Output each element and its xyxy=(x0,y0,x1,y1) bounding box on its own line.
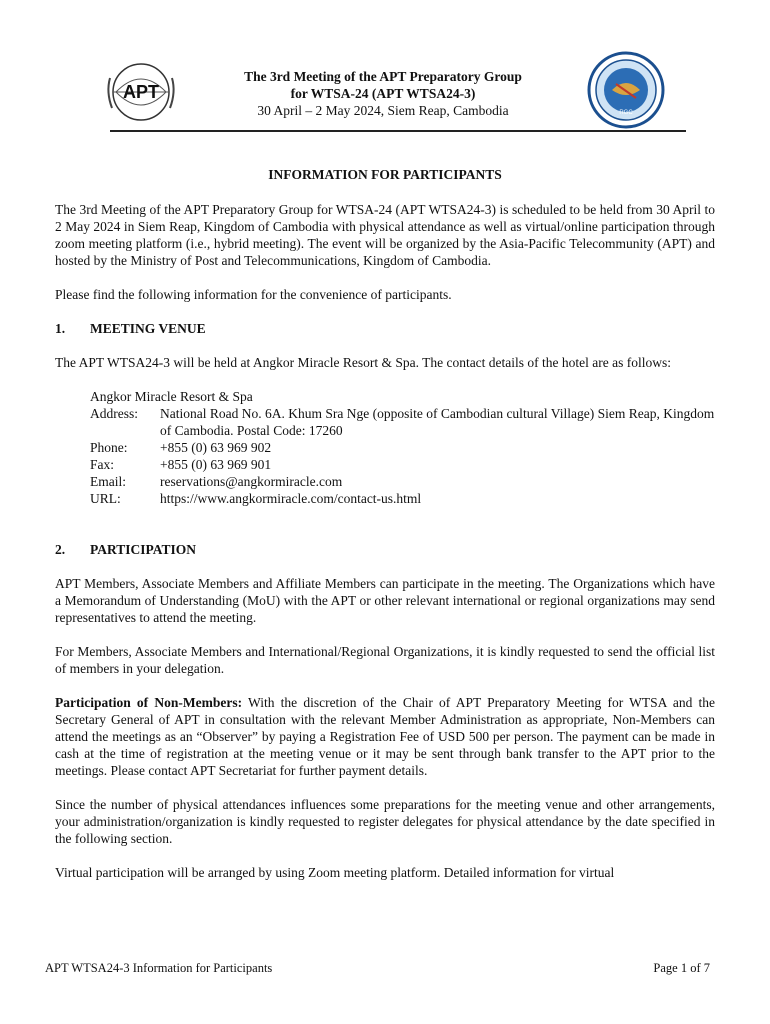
address-row xyxy=(90,405,715,439)
url-row xyxy=(90,490,715,507)
intro-paragraph-2: Please find the following information for the convenience of participants. xyxy=(55,287,452,302)
venue-contact-block xyxy=(90,388,715,507)
fax-row xyxy=(90,456,715,473)
hotel-name: Angkor Miracle Resort & Spa xyxy=(90,389,253,404)
document-body xyxy=(55,166,715,898)
document-title: INFORMATION FOR PARTICIPANTS xyxy=(268,167,502,182)
url-link[interactable]: https://www.angkormiracle.com/contact-us.html xyxy=(160,491,422,506)
section-heading-participation xyxy=(55,541,715,558)
fax-label: Fax: xyxy=(90,457,115,472)
fax-value: +855 (0) 63 969 901 xyxy=(160,457,272,472)
meeting-title-block xyxy=(190,68,576,119)
address-label: Address: xyxy=(90,406,138,421)
email-label: Email: xyxy=(90,474,126,489)
non-members-paragraph xyxy=(55,694,715,779)
header-divider xyxy=(110,130,686,132)
section-number: 1. xyxy=(55,321,66,336)
page-footer xyxy=(45,961,710,976)
section-title: PARTICIPATION xyxy=(90,542,197,557)
phone-label: Phone: xyxy=(90,440,128,455)
url-label: URL: xyxy=(90,491,121,506)
section-heading-venue xyxy=(55,320,715,337)
participation-paragraph-1: APT Members, Associate Members and Affiliate Members can participate in the meeting. The Organizations which have a Memorandum of Understanding (MoU) with the APT or other relevant international or regional organizations may send representatives to attend the meeting. xyxy=(55,576,715,625)
email-link[interactable]: reservations@angkormiracle.com xyxy=(160,474,343,489)
email-row xyxy=(90,473,715,490)
meeting-date-place: 30 April – 2 May 2024, Siem Reap, Cambodia xyxy=(257,103,509,118)
intro-paragraph: The 3rd Meeting of the APT Preparatory Group for WTSA-24 (APT WTSA24-3) is scheduled to be held from 30 April to 2 May 2024 in Siem Reap, Kingdom of Cambodia with physical attendance as well as virtual/online participation through zoom meeting platform (i.e., hybrid meeting). The event will be organized by the Asia-Pacific Telecommunity (APT) and hosted by the Ministry of Post and Telecommunications, Kingdom of Cambodia. xyxy=(55,202,715,268)
apt-logo-icon xyxy=(104,58,178,126)
address-value: National Road No. 6A. Khum Sra Nge (opposite of Cambodian cultural Village) Siem Reap, Kingdom of Cambodia. Postal Code: 17260 xyxy=(160,406,715,438)
footer-page-number: Page 1 of 7 xyxy=(653,961,710,975)
participation-paragraph-5: Virtual participation will be arranged by using Zoom meeting platform. Detailed information for virtual xyxy=(55,865,615,880)
participation-paragraph-2: For Members, Associate Members and International/Regional Organizations, it is kindly requested to send the official list of members in your delegation. xyxy=(55,644,715,676)
cambodia-mpt-seal-icon xyxy=(586,50,666,130)
non-members-label: Participation of Non-Members: xyxy=(55,695,243,710)
meeting-title-line2: for WTSA-24 (APT WTSA24-3) xyxy=(290,86,476,101)
venue-paragraph: The APT WTSA24-3 will be held at Angkor Miracle Resort & Spa. The contact details of the hotel are as follows: xyxy=(55,355,671,370)
footer-doc-name: APT WTSA24-3 Information for Participants xyxy=(45,961,273,975)
svg-text:APT: APT xyxy=(123,82,159,102)
non-members-text: With the discretion of the Chair of APT Preparatory Meeting for WTSA and the Secretary General of APT in consultation with the relevant Member Administration as appropriate, Non-Members can attend the meetings as an “Observer” by paying a Registration Fee of USD 500 per person. The payment can be made in cash at the time of registration at the meeting venue or it may be sent through bank transfer to the APT prior to the meetings. Please contact APT Secretariat for further payment details. xyxy=(55,695,715,778)
phone-row xyxy=(90,439,715,456)
spacer xyxy=(55,524,715,541)
participation-paragraph-4: Since the number of physical attendances influences some preparations for the meeting venue and other arrangements, your administration/organization is kindly requested to register delegates for physical attendance by the date specified in the following section. xyxy=(55,797,715,846)
document-header xyxy=(90,58,690,134)
section-number: 2. xyxy=(55,542,66,557)
phone-value: +855 (0) 63 969 902 xyxy=(160,440,272,455)
section-title: MEETING VENUE xyxy=(90,321,206,336)
svg-text:RGC: RGC xyxy=(619,110,633,116)
meeting-title-line1: The 3rd Meeting of the APT Preparatory Group xyxy=(244,69,522,84)
